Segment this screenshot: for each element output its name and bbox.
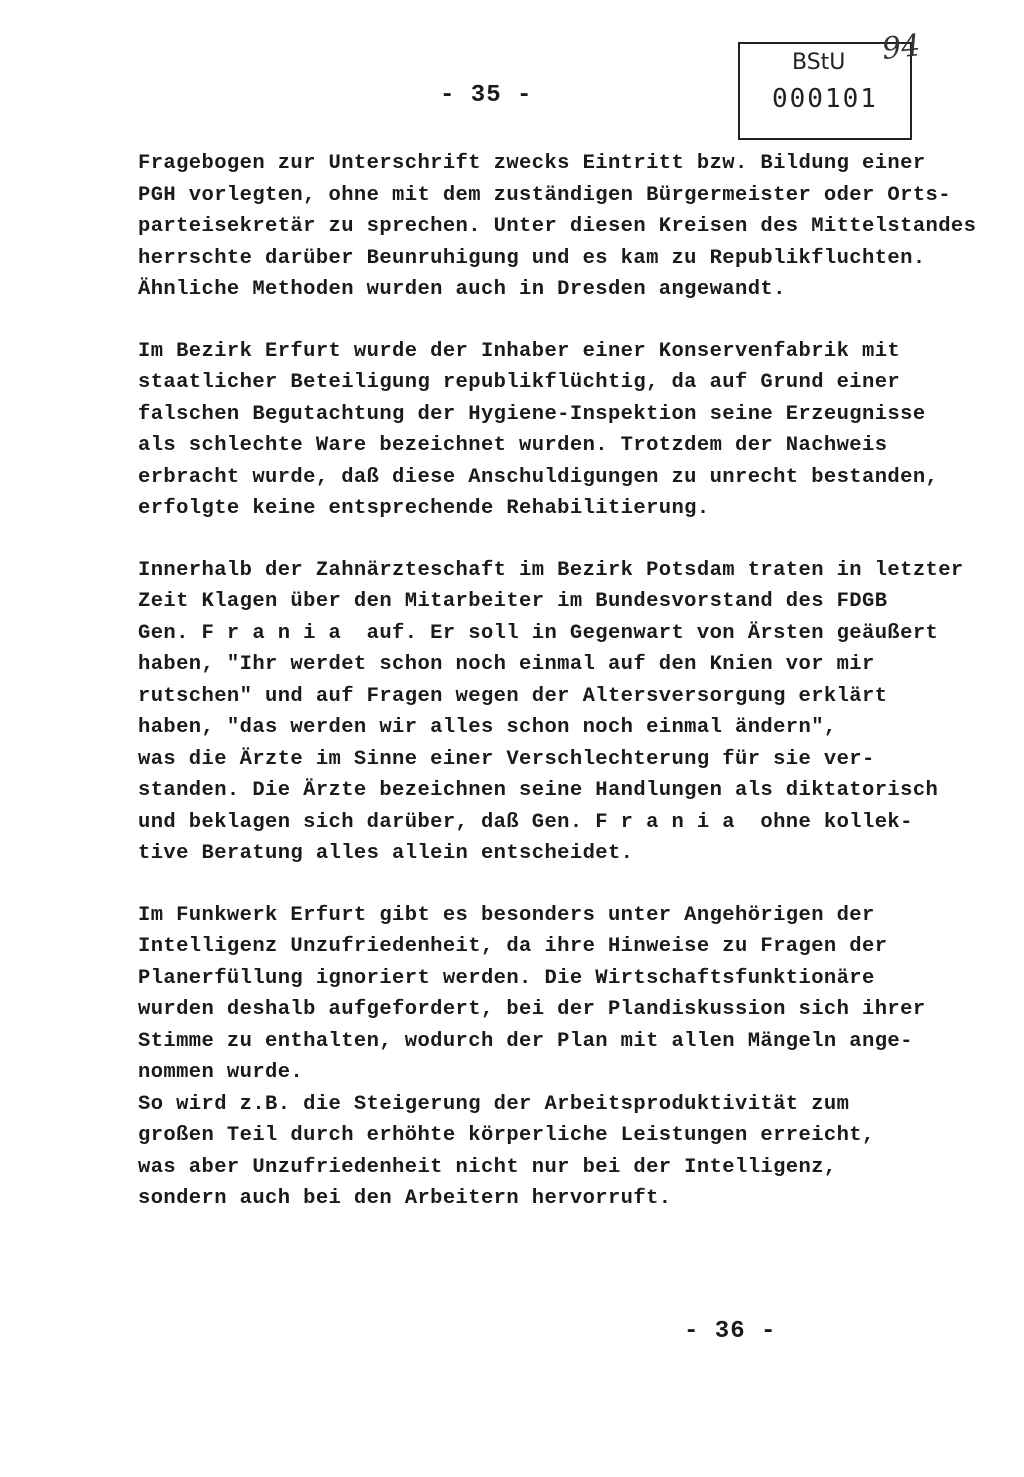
text-line: als schlechte Ware bezeichnet wurden. Trotzdem der Nachweis: [138, 434, 888, 457]
text-line: erbracht wurde, daß diese Anschuldigungen zu unrecht bestanden,: [138, 465, 939, 489]
text-line: staatlicher Beteiligung republikflüchtig, da auf Grund einer: [138, 371, 901, 394]
text-line: tive Beratung alles allein entscheidet.: [138, 842, 634, 865]
handwritten-page-mark: 94: [880, 28, 922, 67]
text-line: Innerhalb der Zahnärzteschaft im Bezirk Potsdam traten in letzter: [138, 558, 964, 582]
text-line: herrschte darüber Beunruhigung und es kam zu Republikfluchten.: [138, 246, 926, 270]
text-line: Stimme zu enthalten, wodurch der Plan mit allen Mängeln ange-: [138, 1029, 913, 1053]
text-line: nommen wurde.: [138, 1061, 304, 1084]
text-line: falschen Begutachtung der Hygiene-Inspektion seine Erzeugnisse: [138, 402, 926, 426]
text-line: was die Ärzte im Sinne einer Verschlechterung für sie ver-: [138, 747, 875, 771]
page-number-top: - 35 -: [440, 82, 533, 109]
paragraph-erfurt-cannery: [138, 336, 1010, 525]
next-page-marker: - 36 -: [684, 1318, 777, 1345]
document-body: [138, 148, 1010, 1245]
text-line: erfolgte keine entsprechende Rehabilitierung.: [138, 497, 710, 520]
text-line: Ähnliche Methoden wurden auch in Dresden angewandt.: [138, 278, 786, 301]
text-line: Im Bezirk Erfurt wurde der Inhaber einer Konservenfabrik mit: [138, 339, 901, 363]
text-line: sondern auch bei den Arbeitern hervorruft.: [138, 1187, 672, 1210]
stamp-number: 000101: [772, 84, 878, 114]
text-line: haben, "das werden wir alles schon noch einmal ändern",: [138, 716, 837, 739]
text-line: Planerfüllung ignoriert werden. Die Wirtschaftsfunktionäre: [138, 966, 875, 990]
text-line: und beklagen sich darüber, daß Gen. F r a n i a ohne kollek-: [138, 810, 913, 834]
text-line: rutschen" und auf Fragen wegen der Altersversorgung erklärt: [138, 684, 888, 708]
text-line: parteisekretär zu sprechen. Unter diesen Kreisen des Mittelstandes: [138, 215, 977, 238]
text-line: Zeit Klagen über den Mitarbeiter im Bundesvorstand des FDGB: [138, 590, 888, 613]
text-line: standen. Die Ärzte bezeichnen seine Handlungen als diktatorisch: [138, 779, 939, 802]
text-line: Im Funkwerk Erfurt gibt es besonders unter Angehörigen der: [138, 903, 875, 927]
text-line: Fragebogen zur Unterschrift zwecks Eintritt bzw. Bildung einer: [138, 152, 926, 175]
stamp-label: BStU: [792, 50, 846, 75]
text-line: So wird z.B. die Steigerung der Arbeitsproduktivität zum: [138, 1092, 850, 1116]
text-line: Gen. F r a n i a auf. Er soll in Gegenwart von Ärsten geäußert: [138, 621, 939, 645]
text-line: großen Teil durch erhöhte körperliche Leistungen erreicht,: [138, 1124, 875, 1147]
text-line: was aber Unzufriedenheit nicht nur bei der Intelligenz,: [138, 1155, 837, 1179]
text-line: Intelligenz Unzufriedenheit, da ihre Hinweise zu Fragen der: [138, 935, 888, 958]
paragraph-pgh-questionnaires: [138, 148, 1010, 306]
paragraph-funkwerk-erfurt: [138, 900, 1010, 1215]
text-line: wurden deshalb aufgefordert, bei der Plandiskussion sich ihrer: [138, 998, 926, 1021]
text-line: haben, "Ihr werdet schon noch einmal auf den Knien vor mir: [138, 653, 875, 676]
text-line: PGH vorlegten, ohne mit dem zuständigen Bürgermeister oder Orts-: [138, 183, 951, 207]
paragraph-potsdam-dentists: [138, 555, 1010, 870]
